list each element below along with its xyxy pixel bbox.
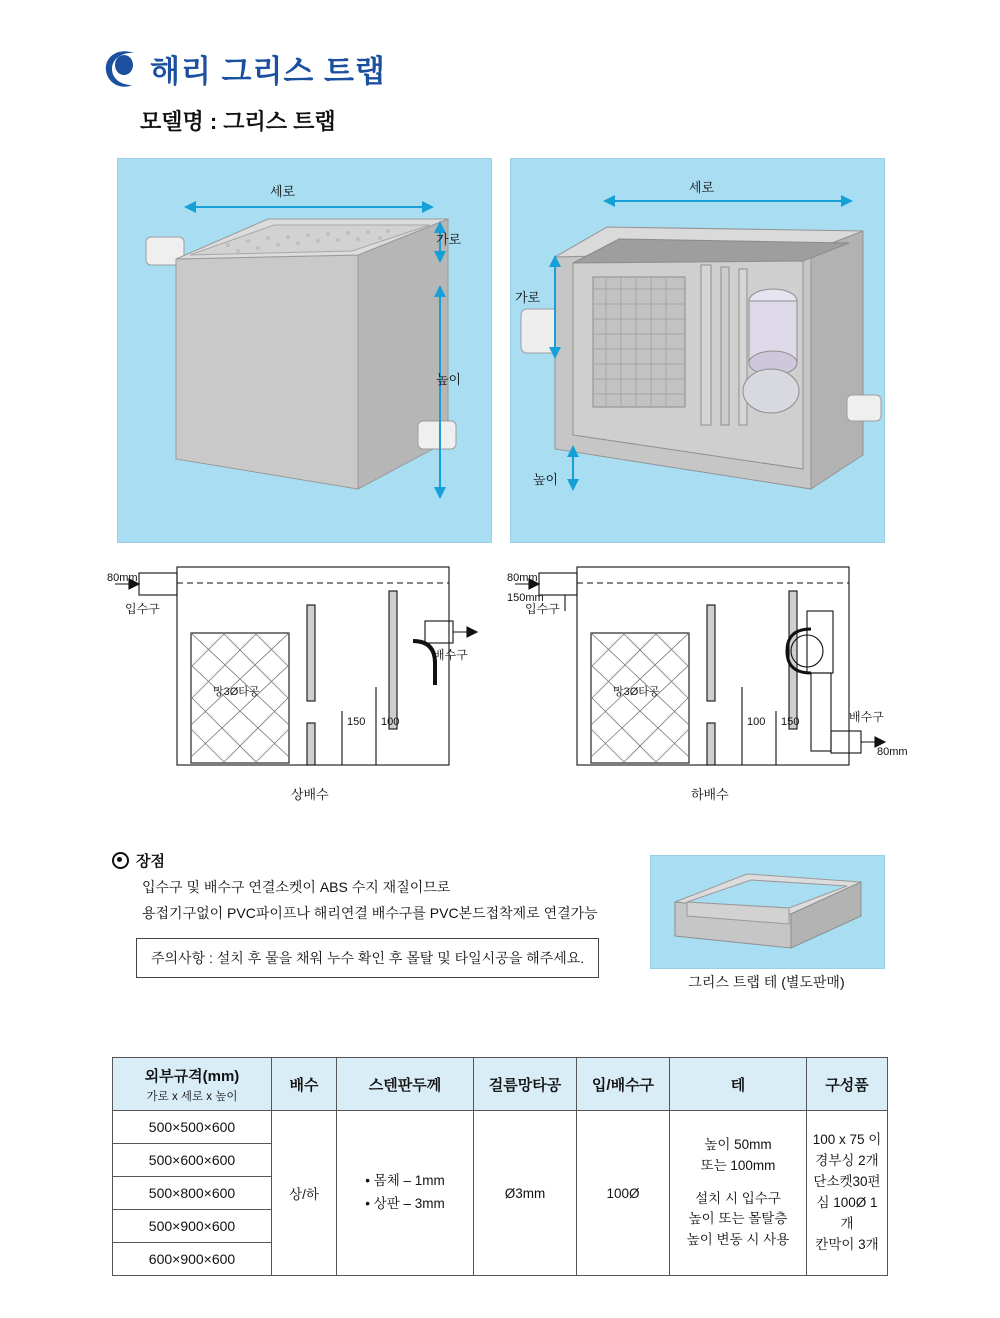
spec-frame-value: 높이 50mm 또는 100mm 설치 시 입수구 높이 또는 몰탈층 높이 변동 시 사용 bbox=[670, 1111, 807, 1276]
advantage-line-1: 입수구 및 배수구 연결소켓이 ABS 수지 재질이므로 bbox=[142, 879, 451, 895]
svg-text:배수구: 배수구 bbox=[433, 648, 468, 662]
brand-logo bbox=[100, 45, 386, 91]
svg-text:100: 100 bbox=[381, 716, 400, 728]
spec-inlet-outlet-value: 100Ø bbox=[577, 1111, 670, 1276]
bullet-ring-icon bbox=[112, 852, 129, 869]
advantages-title-row bbox=[112, 850, 632, 871]
svg-text:배수구: 배수구 bbox=[849, 710, 884, 724]
spec-header-inlet-outlet: 입/배수구 bbox=[577, 1058, 670, 1111]
svg-text:하배수: 하배수 bbox=[691, 787, 729, 802]
svg-text:150: 150 bbox=[781, 716, 800, 728]
spec-mesh-value: Ø3mm bbox=[474, 1111, 577, 1276]
spec-header-frame: 테 bbox=[670, 1058, 807, 1111]
spec-table bbox=[112, 1057, 888, 1276]
spec-size-1: 500×500×600 bbox=[113, 1111, 272, 1144]
svg-text:150: 150 bbox=[347, 716, 366, 728]
logo-swirl-icon bbox=[100, 45, 144, 91]
svg-text:100: 100 bbox=[747, 716, 766, 728]
svg-text:입수구: 입수구 bbox=[525, 602, 560, 616]
table-row bbox=[113, 1111, 888, 1144]
spec-header-mesh: 걸름망타공 bbox=[474, 1058, 577, 1111]
photo-left-length-label: 세로 bbox=[270, 184, 296, 199]
svg-text:80mm: 80mm bbox=[507, 572, 538, 584]
svg-text:80mm: 80mm bbox=[107, 572, 138, 584]
spec-header-components: 구성품 bbox=[807, 1058, 888, 1111]
photo-right-width-label: 가로 bbox=[515, 290, 541, 305]
spec-size-2: 500×600×600 bbox=[113, 1144, 272, 1177]
photo-right-height-label: 높이 bbox=[533, 472, 559, 487]
technical-drawings bbox=[95, 555, 915, 825]
svg-text:상배수: 상배수 bbox=[291, 787, 329, 802]
spec-header-drain: 배수 bbox=[272, 1058, 337, 1111]
photo-right-length-label: 세로 bbox=[689, 180, 715, 195]
model-name-label: 모델명 : 그리스 트랩 bbox=[140, 109, 336, 134]
caution-note: 주의사항 : 설치 후 물을 채워 누수 확인 후 몰탈 및 타일시공을 해주세요. bbox=[136, 938, 599, 978]
frame-photo-caption: 그리스 트랩 테 (별도판매) bbox=[688, 974, 845, 990]
svg-text:망3Ø타공: 망3Ø타공 bbox=[213, 686, 260, 698]
spec-size-3: 500×800×600 bbox=[113, 1177, 272, 1210]
svg-text:입수구: 입수구 bbox=[125, 602, 160, 616]
brand-name: 해리 그리스 트랩 bbox=[150, 53, 386, 89]
spec-header-size: 외부규격(mm) 가로 x 세로 x 높이 bbox=[113, 1058, 272, 1111]
advantage-line-2: 용접기구없이 PVC파이프나 해리연결 배수구를 PVC본드접착제로 연결가능 bbox=[142, 905, 598, 922]
spec-header-thickness: 스텐판두께 bbox=[337, 1058, 474, 1111]
photo-left-height-label: 높이 bbox=[436, 372, 462, 387]
spec-table-header-row bbox=[113, 1058, 888, 1111]
product-photo-closed bbox=[117, 158, 492, 543]
spec-thickness-value: • 몸체 – 1mm • 상판 – 3mm bbox=[337, 1111, 474, 1276]
photo-left-width-label: 가로 bbox=[436, 232, 462, 247]
product-photo-open bbox=[510, 158, 885, 543]
spec-size-5: 600×900×600 bbox=[113, 1243, 272, 1276]
svg-text:망3Ø타공: 망3Ø타공 bbox=[613, 686, 660, 698]
spec-size-4: 500×900×600 bbox=[113, 1210, 272, 1243]
frame-product-photo bbox=[650, 855, 885, 969]
svg-text:80mm: 80mm bbox=[877, 746, 908, 758]
spec-drain-value: 상/하 bbox=[272, 1111, 337, 1276]
advantages-title: 장점 bbox=[136, 853, 165, 870]
advantages-section bbox=[112, 850, 632, 978]
svg-text:150mm: 150mm bbox=[507, 592, 544, 604]
spec-components-value: 100 x 75 이경부싱 2개 단소켓30편심 100Ø 1개 칸막이 3개 bbox=[807, 1111, 888, 1276]
